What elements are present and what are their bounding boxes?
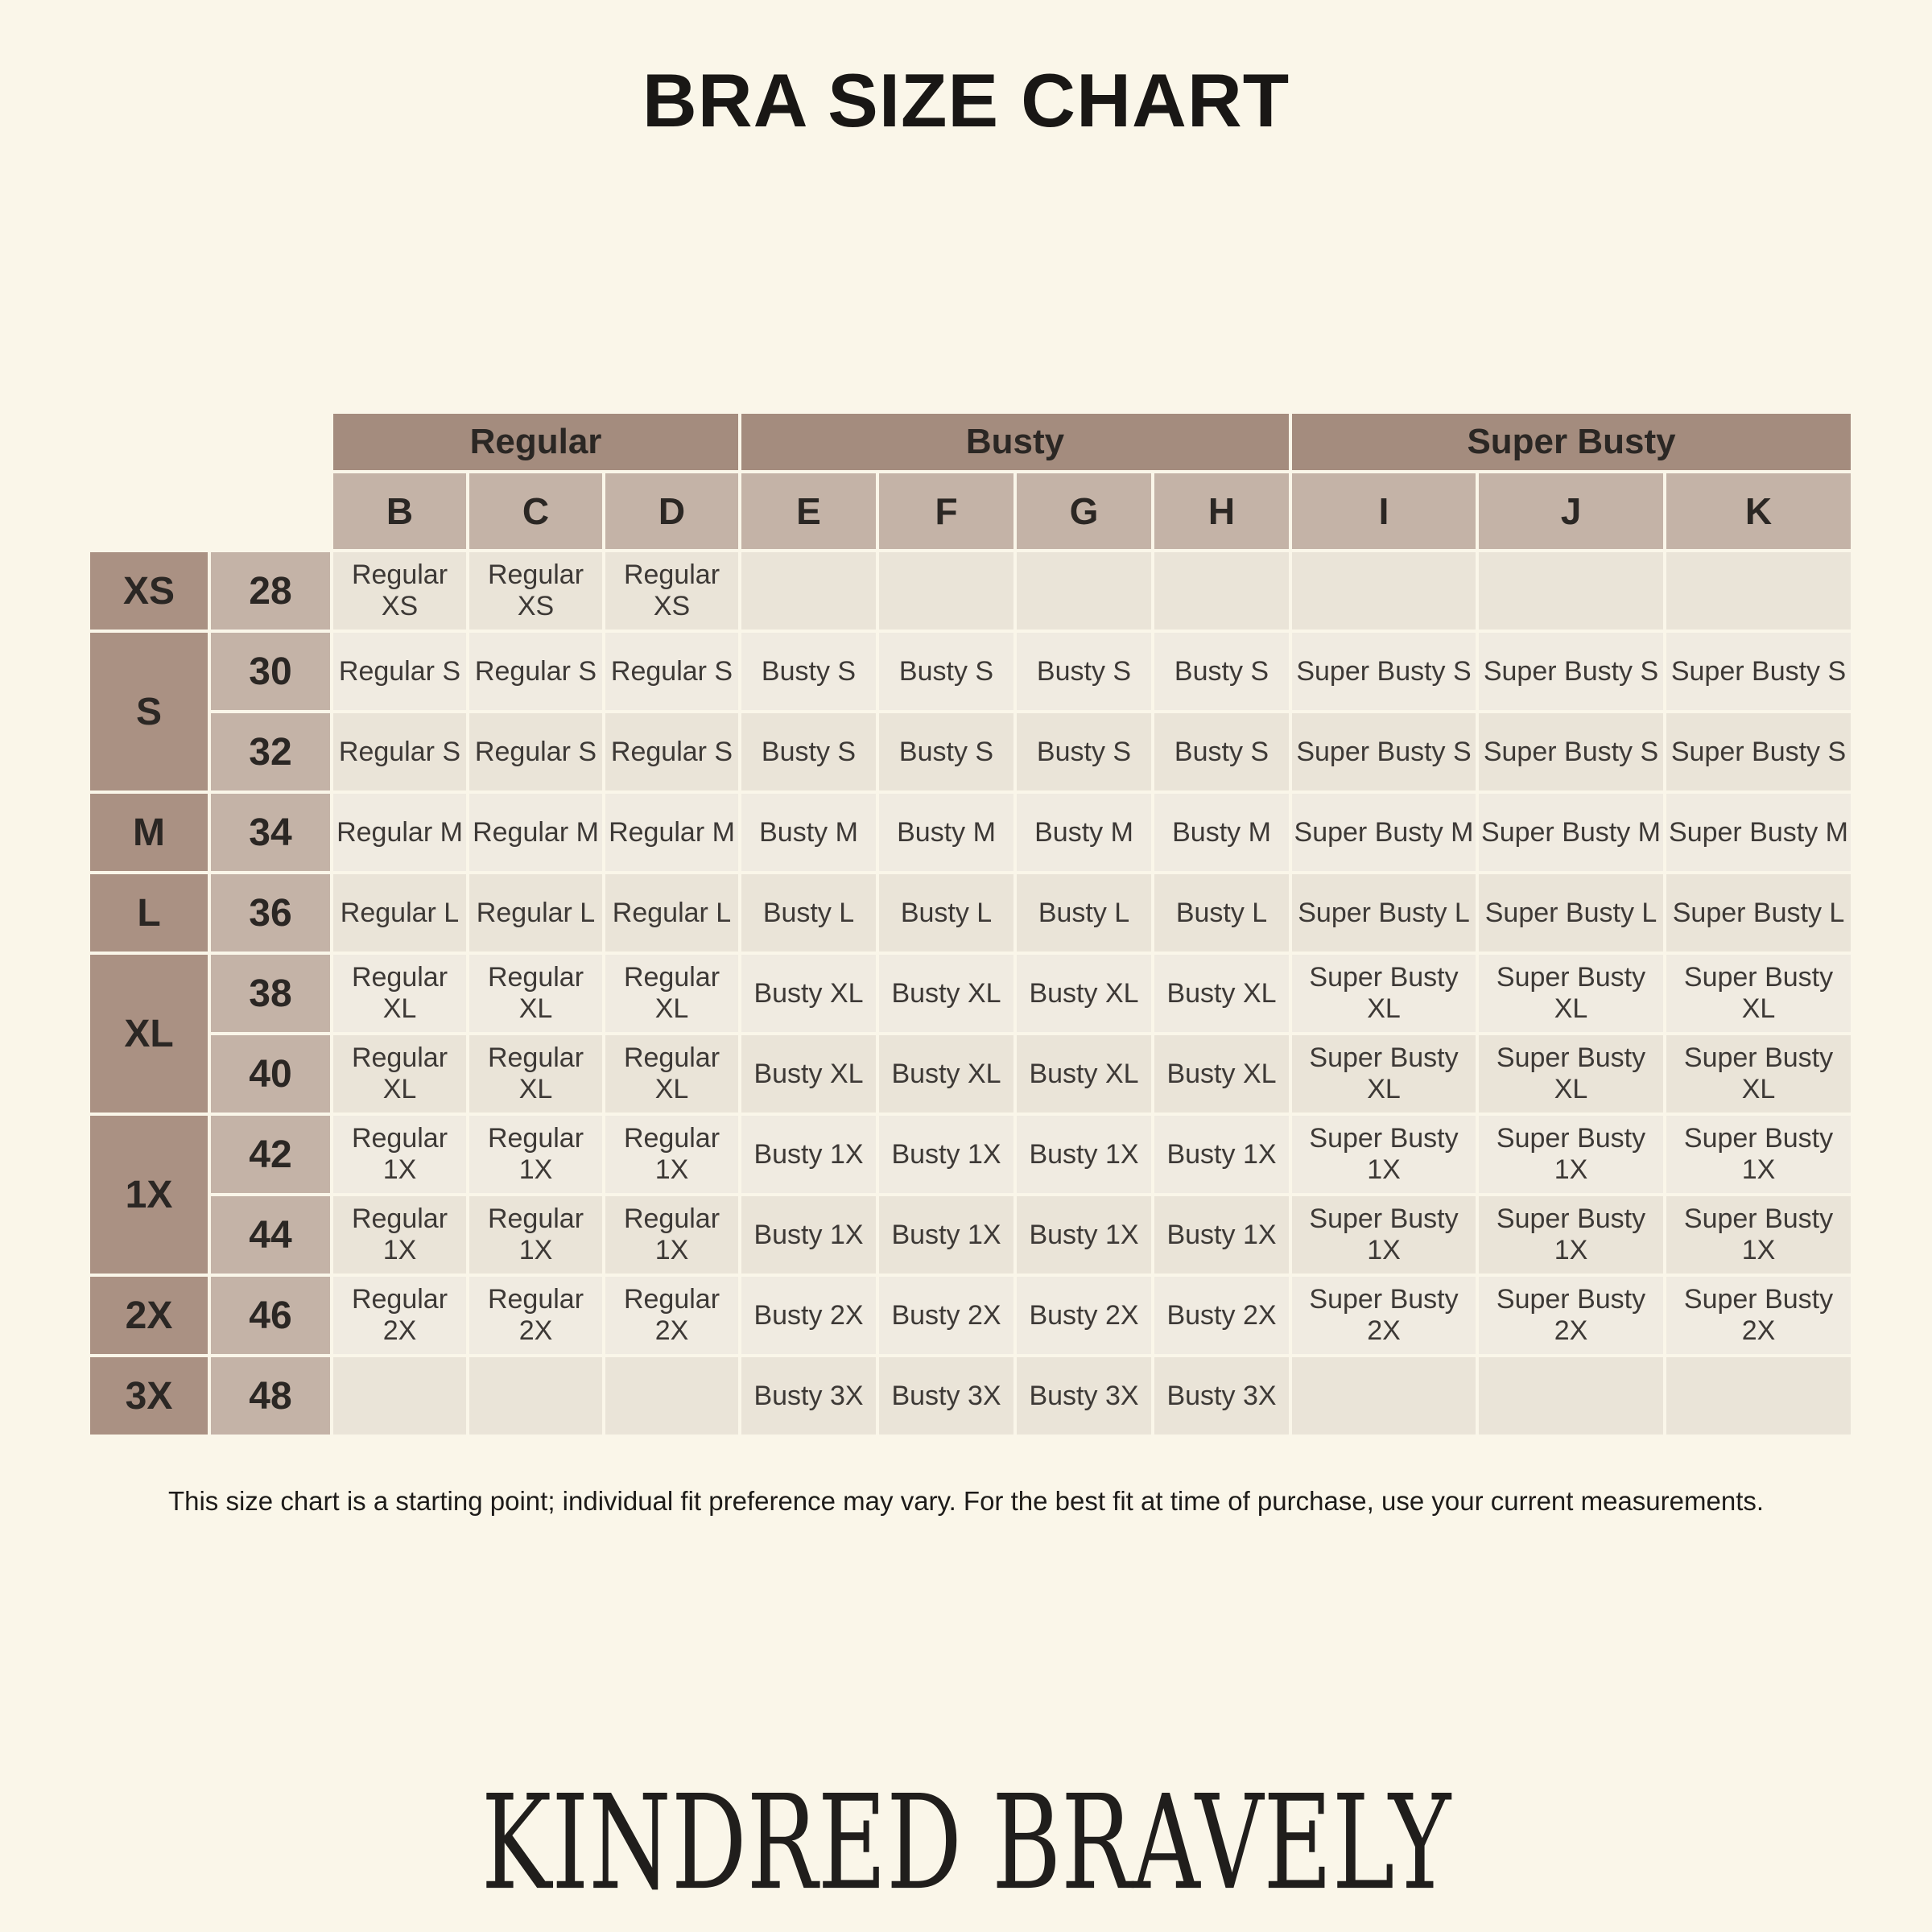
band-cell: 40 [211, 1035, 330, 1113]
data-cell: Busty 3X [1154, 1357, 1289, 1435]
size-cell: 1X [90, 1116, 208, 1274]
data-cell: Busty S [1017, 633, 1151, 710]
page-title: BRA SIZE CHART [642, 58, 1290, 142]
table-row-1x-44 [90, 1196, 1851, 1274]
data-cell: Super Busty M [1666, 794, 1851, 871]
data-cell: Super Busty 1X [1479, 1116, 1663, 1193]
cup-header-row [90, 473, 1851, 549]
data-cell: Regular S [605, 713, 738, 791]
data-cell: Regular S [333, 713, 466, 791]
band-cell: 34 [211, 794, 330, 871]
band-cell: 30 [211, 633, 330, 710]
data-cell: Busty 1X [1154, 1116, 1289, 1193]
header-spacer-size-col [90, 473, 208, 549]
data-cell: Regular S [333, 633, 466, 710]
data-cell: Busty M [1154, 794, 1289, 871]
header-spacer-size-col [90, 414, 208, 470]
table-row-xl-40 [90, 1035, 1851, 1113]
data-cell: Busty 3X [741, 1357, 876, 1435]
data-cell: Busty S [1017, 713, 1151, 791]
cup-header-j: J [1479, 473, 1663, 549]
data-cell: Regular XS [469, 552, 602, 630]
group-header-busty: Busty [741, 414, 1289, 470]
footnote: This size chart is a starting point; individual fit preference may vary. For the best fit at time of purchase, use your current measurements. [167, 1486, 1765, 1516]
data-cell: Regular XS [333, 552, 466, 630]
data-cell: Busty 2X [1017, 1277, 1151, 1354]
cup-header-c: C [469, 473, 602, 549]
table-row-1x-42 [90, 1116, 1851, 1193]
data-cell: Busty 2X [741, 1277, 876, 1354]
data-cell: Regular M [469, 794, 602, 871]
data-cell: Busty 1X [879, 1196, 1013, 1274]
size-cell: L [90, 874, 208, 952]
data-cell: Super Busty 1X [1292, 1116, 1476, 1193]
data-cell: Busty 3X [879, 1357, 1013, 1435]
data-cell: Super Busty M [1479, 794, 1663, 871]
group-header-super-busty: Super Busty [1292, 414, 1851, 470]
data-cell: Regular 1X [333, 1116, 466, 1193]
data-cell: Busty S [741, 633, 876, 710]
cup-header-e: E [741, 473, 876, 549]
data-cell: Super Busty 2X [1292, 1277, 1476, 1354]
data-cell: Busty 1X [741, 1116, 876, 1193]
cup-header-h: H [1154, 473, 1289, 549]
brand-logo-text: KINDRED BRAVELY [481, 1768, 1451, 1919]
data-cell: Regular 1X [469, 1116, 602, 1193]
data-cell: Regular M [605, 794, 738, 871]
data-cell: Super Busty 2X [1479, 1277, 1663, 1354]
data-cell: Super Busty XL [1666, 955, 1851, 1032]
data-cell: Regular 1X [605, 1116, 738, 1193]
data-cell: Busty 1X [1017, 1116, 1151, 1193]
cup-header-b: B [333, 473, 466, 549]
data-cell: Busty S [741, 713, 876, 791]
table-row-s-30 [90, 633, 1851, 710]
table-row-s-32 [90, 713, 1851, 791]
data-cell: Regular XL [469, 1035, 602, 1113]
header-spacer-band-col [211, 473, 330, 549]
data-cell: Busty 1X [1154, 1196, 1289, 1274]
data-cell: Super Busty M [1292, 794, 1476, 871]
size-cell: S [90, 633, 208, 791]
band-cell: 36 [211, 874, 330, 952]
data-cell: Super Busty 1X [1479, 1196, 1663, 1274]
data-cell: Regular XL [333, 1035, 466, 1113]
data-cell: Regular XL [333, 955, 466, 1032]
data-cell [1154, 552, 1289, 630]
data-cell: Super Busty XL [1479, 1035, 1663, 1113]
data-cell: Regular 1X [469, 1196, 602, 1274]
data-cell [879, 552, 1013, 630]
band-cell: 46 [211, 1277, 330, 1354]
data-cell: Super Busty L [1292, 874, 1476, 952]
data-cell [605, 1357, 738, 1435]
data-cell: Busty L [1154, 874, 1289, 952]
data-cell: Super Busty L [1479, 874, 1663, 952]
data-cell: Busty XL [1154, 1035, 1289, 1113]
data-cell: Regular S [469, 713, 602, 791]
data-cell: Regular 2X [469, 1277, 602, 1354]
band-cell: 44 [211, 1196, 330, 1274]
data-cell: Busty 2X [1154, 1277, 1289, 1354]
data-cell: Regular XL [605, 955, 738, 1032]
group-header-row [90, 414, 1851, 470]
data-cell [469, 1357, 602, 1435]
data-cell: Busty XL [741, 955, 876, 1032]
data-cell: Busty XL [1017, 1035, 1151, 1113]
header-spacer-band-col [211, 414, 330, 470]
brand-logo [0, 1768, 1932, 1919]
data-cell: Super Busty XL [1292, 1035, 1476, 1113]
table-row-xs-28 [90, 552, 1851, 630]
data-cell: Super Busty XL [1666, 1035, 1851, 1113]
table-row-3x-48 [90, 1357, 1851, 1435]
data-cell [1292, 552, 1476, 630]
band-cell: 28 [211, 552, 330, 630]
band-cell: 32 [211, 713, 330, 791]
bra-size-table [87, 411, 1854, 1438]
cup-header-k: K [1666, 473, 1851, 549]
data-cell: Regular S [469, 633, 602, 710]
data-cell: Busty 1X [741, 1196, 876, 1274]
size-cell: M [90, 794, 208, 871]
data-cell: Super Busty S [1479, 633, 1663, 710]
size-cell: 3X [90, 1357, 208, 1435]
data-cell: Regular 2X [333, 1277, 466, 1354]
data-cell: Busty S [879, 633, 1013, 710]
data-cell: Regular S [605, 633, 738, 710]
data-cell: Super Busty S [1292, 713, 1476, 791]
group-header-regular: Regular [333, 414, 738, 470]
data-cell [333, 1357, 466, 1435]
data-cell: Regular L [469, 874, 602, 952]
data-cell [1292, 1357, 1476, 1435]
data-cell: Busty M [741, 794, 876, 871]
data-cell: Busty 1X [879, 1116, 1013, 1193]
data-cell [1479, 1357, 1663, 1435]
data-cell: Busty M [1017, 794, 1151, 871]
data-cell: Busty XL [741, 1035, 876, 1113]
data-cell: Super Busty XL [1479, 955, 1663, 1032]
data-cell: Regular L [605, 874, 738, 952]
data-cell: Busty XL [879, 1035, 1013, 1113]
data-cell [1479, 552, 1663, 630]
data-cell: Super Busty 1X [1292, 1196, 1476, 1274]
data-cell: Regular 1X [333, 1196, 466, 1274]
data-cell: Busty XL [879, 955, 1013, 1032]
band-cell: 42 [211, 1116, 330, 1193]
data-cell: Super Busty XL [1292, 955, 1476, 1032]
data-cell: Regular XL [605, 1035, 738, 1113]
data-cell: Super Busty S [1292, 633, 1476, 710]
table-row-m-34 [90, 794, 1851, 871]
data-cell [741, 552, 876, 630]
data-cell: Super Busty S [1666, 633, 1851, 710]
table-row-l-36 [90, 874, 1851, 952]
size-cell: XS [90, 552, 208, 630]
table-row-2x-46 [90, 1277, 1851, 1354]
data-cell: Busty XL [1154, 955, 1289, 1032]
cup-header-i: I [1292, 473, 1476, 549]
data-cell: Super Busty 1X [1666, 1196, 1851, 1274]
data-cell: Super Busty 2X [1666, 1277, 1851, 1354]
cup-header-g: G [1017, 473, 1151, 549]
band-cell: 38 [211, 955, 330, 1032]
cup-header-f: F [879, 473, 1013, 549]
data-cell: Busty L [741, 874, 876, 952]
data-cell [1017, 552, 1151, 630]
band-cell: 48 [211, 1357, 330, 1435]
data-cell: Regular 1X [605, 1196, 738, 1274]
data-cell: Busty L [1017, 874, 1151, 952]
data-cell: Super Busty 1X [1666, 1116, 1851, 1193]
data-cell: Super Busty S [1666, 713, 1851, 791]
data-cell [1666, 1357, 1851, 1435]
data-cell: Busty 3X [1017, 1357, 1151, 1435]
table-row-xl-38 [90, 955, 1851, 1032]
data-cell: Busty 2X [879, 1277, 1013, 1354]
data-cell: Busty S [1154, 713, 1289, 791]
data-cell: Busty S [1154, 633, 1289, 710]
size-cell: 2X [90, 1277, 208, 1354]
data-cell: Busty 1X [1017, 1196, 1151, 1274]
data-cell: Regular M [333, 794, 466, 871]
data-cell: Regular XL [469, 955, 602, 1032]
data-cell: Regular L [333, 874, 466, 952]
data-cell: Regular XS [605, 552, 738, 630]
data-cell: Busty XL [1017, 955, 1151, 1032]
data-cell: Busty M [879, 794, 1013, 871]
data-cell: Super Busty L [1666, 874, 1851, 952]
data-cell: Busty S [879, 713, 1013, 791]
data-cell: Busty L [879, 874, 1013, 952]
data-cell: Regular 2X [605, 1277, 738, 1354]
data-cell: Super Busty S [1479, 713, 1663, 791]
size-cell: XL [90, 955, 208, 1113]
cup-header-d: D [605, 473, 738, 549]
data-cell [1666, 552, 1851, 630]
